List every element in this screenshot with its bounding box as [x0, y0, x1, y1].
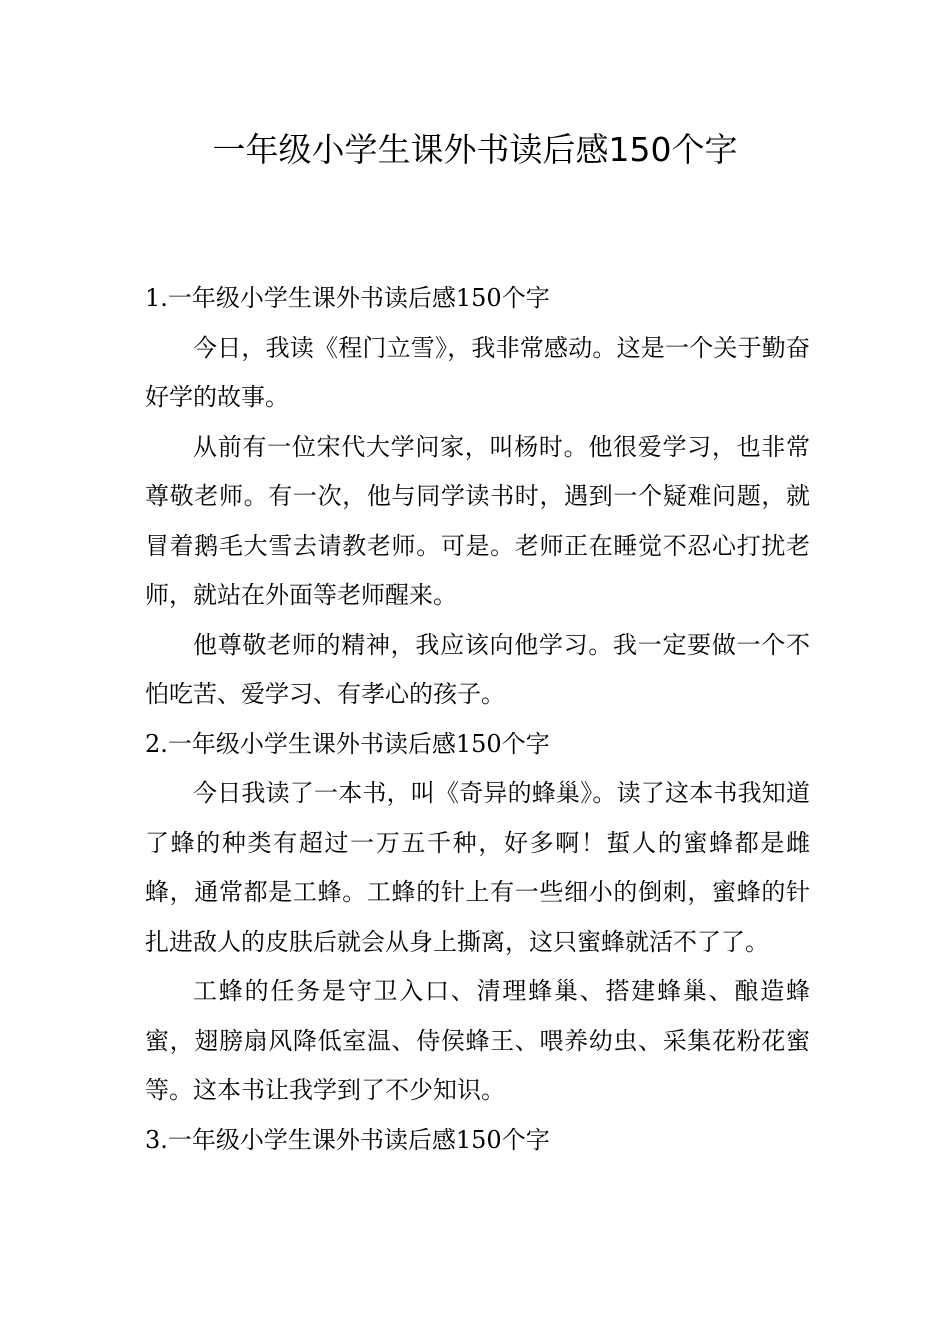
paragraph: 今日，我读《程门立雪》，我非常感动。这是一个关于勤奋好学的故事。 [145, 333, 810, 411]
paragraph: 今日我读了一本书，叫《奇异的蜂巢》。读了这本书我知道了蜂的种类有超过一万五千种，好多啊！蜇人的蜜蜂都是雌蜂，通常都是工蜂。工蜂的针上有一些细小的倒刺，蜜蜂的针扎进敌人的皮肤后就会从身上撕离，这只蜜蜂就活不了了。 [145, 779, 810, 956]
paragraph: 从前有一位宋代大学问家，叫杨时。他很爱学习，也非常尊敬老师。有一次，他与同学读书时，遇到一个疑难问题，就冒着鹅毛大雪去请教老师。可是。老师正在睡觉不忍心打扰老师，就站在外面等老师醒来。 [145, 432, 810, 609]
section-heading: 1.一年级小学生课外书读后感150个字 [145, 284, 550, 312]
paragraph: 他尊敬老师的精神，我应该向他学习。我一定要做一个不怕吃苦、爱学习、有孝心的孩子。 [145, 630, 810, 708]
section-heading: 2.一年级小学生课外书读后感150个字 [145, 729, 550, 758]
paragraph: 工蜂的任务是守卫入口、清理蜂巢、搭建蜂巢、酿造蜂蜜，翅膀扇风降低室温、侍侯蜂王、喂养幼虫、采集花粉花蜜等。这本书让我学到了不少知识。 [145, 977, 810, 1104]
document-body [145, 274, 810, 1165]
document-title: 一年级小学生课外书读后感150个字 [212, 130, 738, 169]
section-heading: 3.一年级小学生课外书读后感150个字 [145, 1125, 550, 1154]
